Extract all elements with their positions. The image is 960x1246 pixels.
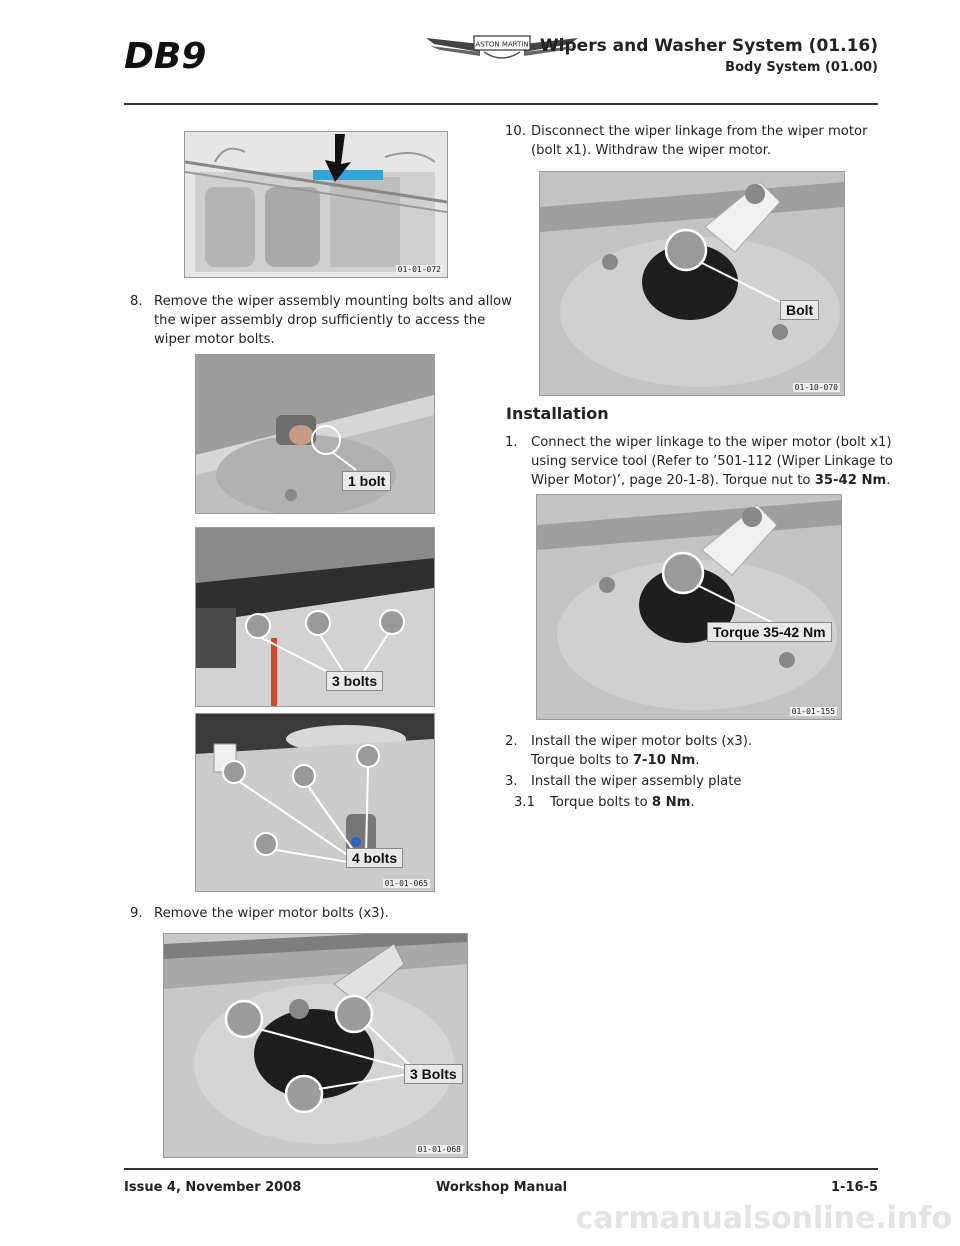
photo-wiper-assembly-overview	[184, 131, 448, 278]
step-text-body: Connect the wiper linkage to the wiper motor (bolt x1) using service tool (Refer to ’501-112 (Wiper Linkage to Wiper Motor)’, page 20-1-8). Torque nut to	[531, 435, 893, 488]
installation-step-3-1	[514, 793, 910, 812]
callout-label: 1 bolt	[342, 471, 391, 491]
photo-3-bolts-motor	[163, 933, 468, 1158]
photo-1-bolt	[195, 354, 435, 514]
step-text: Install the wiper assembly plate	[531, 774, 742, 789]
step-text-end: .	[886, 473, 891, 488]
torque-value: 35-42 Nm	[814, 473, 887, 488]
footer-divider	[124, 1168, 878, 1170]
callout-label: Torque 35-42 Nm	[707, 622, 832, 642]
step-text-line2	[531, 751, 901, 770]
db9-logo	[122, 32, 242, 80]
step-8	[130, 292, 524, 349]
step-number: 8.	[130, 294, 143, 309]
step-text-end: .	[690, 795, 695, 810]
step-number: 1.	[505, 435, 518, 450]
step-number: 9.	[130, 906, 143, 921]
step-9	[130, 904, 524, 923]
callout-label: Bolt	[780, 300, 819, 320]
step-text-body: Torque bolts to	[550, 795, 652, 810]
installation-step-3	[505, 772, 901, 791]
watermark-text: carmanualsonline.info	[575, 1201, 952, 1236]
step-10	[505, 122, 901, 160]
callout-label: 3 Bolts	[404, 1064, 463, 1084]
footer-manual: Workshop Manual	[436, 1180, 568, 1195]
photo-torque-35-42	[536, 494, 842, 720]
image-ref-code: 01-01-072	[397, 265, 441, 274]
step-number: 3.1	[514, 795, 535, 810]
watermark-banner	[0, 1192, 960, 1242]
footer-issue: Issue 4, November 2008	[124, 1180, 302, 1195]
footer-page-number: 1-16-5	[831, 1180, 878, 1195]
photo-bolt-linkage	[539, 171, 845, 396]
image-ref-code: 01-10-070	[794, 383, 838, 392]
image-ref-code: 01-01-155	[791, 707, 835, 716]
installation-heading: Installation	[506, 404, 609, 423]
image-ref-code: 01-01-065	[384, 879, 428, 888]
step-text	[550, 793, 910, 812]
callout-label: 4 bolts	[346, 848, 403, 868]
header-divider	[124, 103, 878, 105]
installation-step-2	[505, 732, 901, 770]
photo-3-bolts	[195, 527, 435, 707]
step-text-body: Torque bolts to	[531, 753, 633, 768]
installation-step-1	[505, 433, 901, 490]
step-number: 3.	[505, 774, 518, 789]
page-title: Wipers and Washer System (01.16)	[539, 36, 878, 56]
step-text: Disconnect the wiper linkage from the wiper motor (bolt x1). Withdraw the wiper motor.	[531, 124, 868, 158]
db9-logo-text: DB9	[124, 36, 207, 76]
page-subtitle: Body System (01.00)	[725, 60, 878, 75]
step-text	[531, 433, 901, 490]
torque-value: 8 Nm	[651, 795, 691, 810]
step-text-end: .	[695, 753, 700, 768]
emblem-text: ASTON MARTIN	[475, 40, 529, 49]
image-ref-code: 01-01-068	[417, 1145, 461, 1154]
step-text: Remove the wiper motor bolts (x3).	[154, 906, 389, 921]
torque-value: 7-10 Nm	[632, 753, 696, 768]
step-text: Remove the wiper assembly mounting bolts and allow the wiper assembly drop sufficiently to access the wiper motor bolts.	[154, 294, 512, 347]
step-number: 10.	[505, 124, 526, 139]
photo-4-bolts	[195, 713, 435, 892]
step-text: Install the wiper motor bolts (x3).	[531, 734, 753, 749]
callout-label: 3 bolts	[326, 671, 383, 691]
step-number: 2.	[505, 734, 518, 749]
